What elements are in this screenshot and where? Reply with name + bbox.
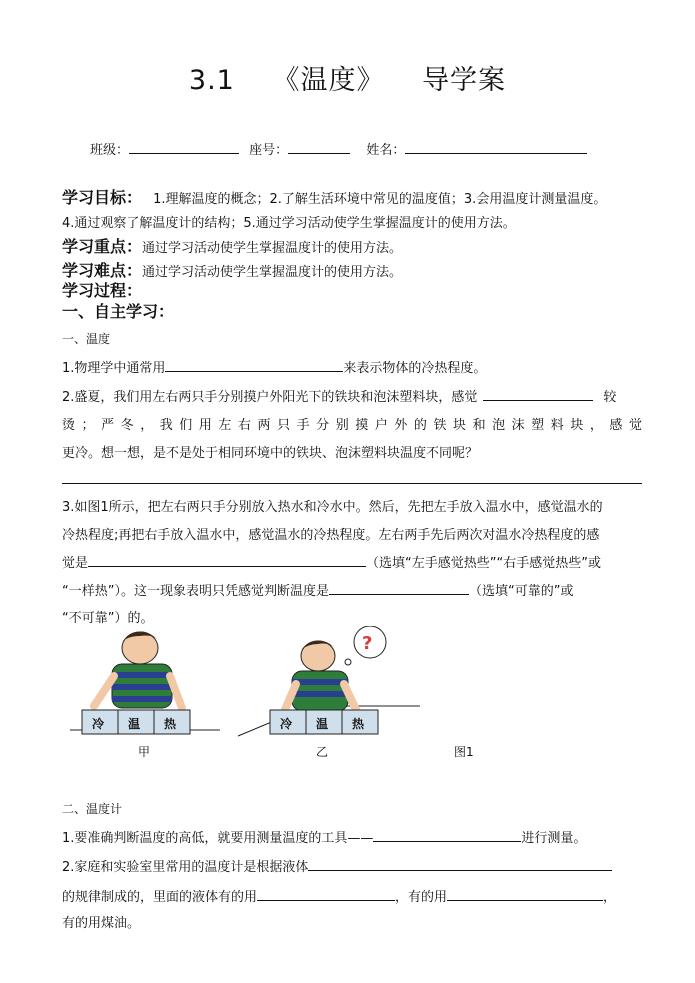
question-2-line-2: 烫；严冬，我们用左右两只手分别摸户外的铁块和泡沫塑料块，感觉 xyxy=(62,418,642,433)
goals-line-2: 4.通过观察了解温度计的结构；5.通过学习活动使学生掌握温度计的使用方法。 xyxy=(62,216,516,231)
section-thermometer: 二、温度计 xyxy=(62,802,123,816)
label-yi: 乙 xyxy=(316,745,329,759)
label-hot-a: 热 xyxy=(164,717,177,731)
seat-blank[interactable] xyxy=(288,140,350,154)
q3-blank-1[interactable] xyxy=(88,553,366,567)
name-label: 姓名： xyxy=(366,143,406,158)
question-3-line-2: 冷热程度;再把右手放入温水中，感觉温水的冷热程度。左右两手先后两次对温水冷热程度的感 xyxy=(62,528,600,543)
q5-blank-3[interactable] xyxy=(447,887,603,901)
label-warm-a: 温 xyxy=(128,717,141,731)
question-1: 1.物理学中通常用 来表示物体的冷热程度。 xyxy=(62,357,642,376)
question-2-line-3: 更冷。想一想，是不是处于相同环境中的铁块、泡沫塑料块温度不同呢？ xyxy=(62,446,479,461)
q2-blank[interactable] xyxy=(483,387,593,401)
title-name: 《温度》 xyxy=(272,65,385,96)
page-title xyxy=(0,58,695,97)
question-5-line-1: 2.家庭和实验室里常用的温度计是根据液体 xyxy=(62,856,642,875)
key-point: 学习重点：通过学习活动使学生掌握温度计的使用方法。 xyxy=(62,237,403,256)
question-mark-icon: ? xyxy=(362,633,373,654)
question-3-line-3: 觉是 （选填“左手感觉热些”“右手感觉热些”或 xyxy=(62,552,642,571)
q5-blank-2[interactable] xyxy=(257,887,395,901)
figure-1-illustration xyxy=(70,626,590,766)
self-study-heading: 一、自主学习： xyxy=(62,302,175,321)
question-5-line-2: 的规律制成的，里面的液体有的用 ，有的用 ， xyxy=(62,886,642,905)
goals-line-1: 学习目标： 1.理解温度的概念；2.了解生活环境中常见的温度值；3.会用温度计测量温度。 xyxy=(62,188,607,207)
label-cold-a: 冷 xyxy=(92,717,105,731)
q3-blank-2[interactable] xyxy=(329,581,469,595)
label-hot-b: 热 xyxy=(352,717,365,731)
title-number: 3.1 xyxy=(188,65,235,96)
question-5-line-3: 有的用煤油。 xyxy=(62,916,141,931)
question-3-line-5: “不可靠”）的。 xyxy=(62,611,154,626)
label-warm-b: 温 xyxy=(316,717,329,731)
process-heading: 学习过程： xyxy=(62,281,143,300)
q4-blank[interactable] xyxy=(373,828,521,842)
section-temperature: 一、温度 xyxy=(62,332,111,346)
answer-line[interactable] xyxy=(62,483,642,484)
difficulty-point: 学习难点：通过学习活动使学生掌握温度计的使用方法。 xyxy=(62,261,403,280)
label-cold-b: 冷 xyxy=(280,717,293,731)
class-blank[interactable] xyxy=(129,140,239,154)
label-jia: 甲 xyxy=(138,745,151,759)
class-label: 班级： xyxy=(90,143,130,158)
question-2-line-1: 2.盛夏，我们用左右两只手分别摸户外阳光下的铁块和泡沫塑料块，感觉 较 xyxy=(62,386,642,405)
q1-blank[interactable] xyxy=(165,358,343,372)
figure-caption: 图1 xyxy=(454,745,474,759)
q5-blank-1[interactable] xyxy=(308,857,612,871)
question-3-line-4: “一样热”）。这一现象表明只凭感觉判断温度是 （选填“可靠的”或 xyxy=(62,580,642,599)
question-4: 1.要准确判断温度的高低，就要用测量温度的工具—— 进行测量。 xyxy=(62,827,642,846)
student-info-row xyxy=(90,139,587,158)
title-suffix: 导学案 xyxy=(422,65,507,96)
name-blank[interactable] xyxy=(405,140,587,154)
seat-label: 座号： xyxy=(249,143,289,158)
question-3-line-1: 3.如图1所示，把左右两只手分别放入热水和冷水中。然后，先把左手放入温水中，感觉温水的 xyxy=(62,500,603,515)
figure-b-scene xyxy=(238,626,420,736)
